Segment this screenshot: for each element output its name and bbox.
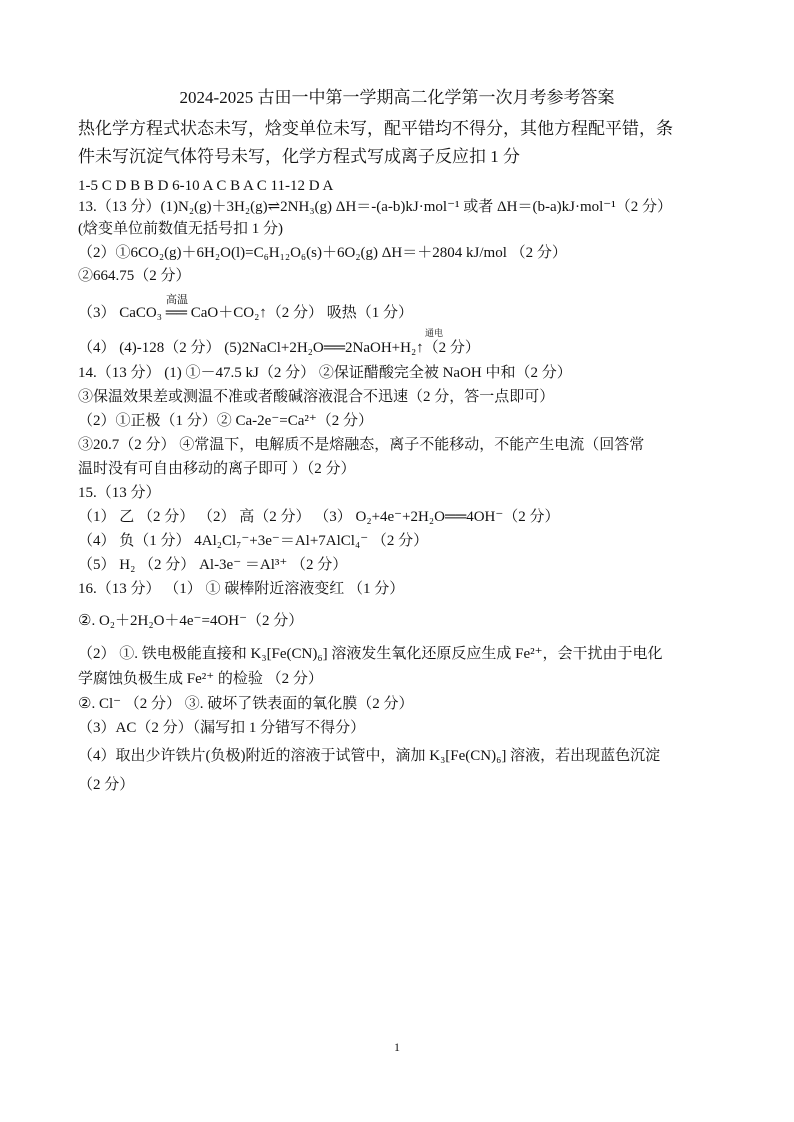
- answer-line-16: ②. O₂＋2H₂O＋4e⁻=4OH⁻（2 分）: [78, 613, 304, 629]
- answer-line-16-3: （3）AC（2 分）（漏写扣 1 分错写不得分）: [78, 720, 366, 736]
- answer-line: 温时没有可自由移动的离子即可 ）（2 分）: [78, 461, 356, 477]
- page-number: 1: [394, 1040, 400, 1054]
- answer-line-16-1: 16.（13 分） （1） ① 碳棒附近溶液变红 （1 分）: [78, 581, 405, 597]
- answer-line-16: ②. Cl⁻ （2 分） ③. 破坏了铁表面的氧化膜（2 分）: [78, 696, 414, 712]
- answer-line-15: （5） H₂ （2 分） Al-3e⁻ ＝Al³⁺ （2 分）: [78, 557, 348, 573]
- answer-line-14-1: 14.（13 分） (1) ①－47.5 kJ（2 分） ②保证醋酸完全被 NaOH 中和（2 分）: [78, 365, 572, 381]
- answer-line-16-2: （2） ①. 铁电极能直接和 K₃[Fe(CN)₆] 溶液发生氧化还原反应生成 Fe²⁺，会干扰由于电化: [78, 646, 663, 662]
- answer-line-13-1: 13.（13 分）(1)N₂(g)＋3H₂(g)⇌2NH₃(g) ΔH＝-(a-b)kJ·mol⁻¹ 或者 ΔH＝(b-a)kJ·mol⁻¹（2 分）: [78, 199, 672, 215]
- answer-line-15: （1） 乙 （2 分） （2） 高（2 分） （3） O₂+4e⁻+2H₂O══4OH⁻（2 分）: [78, 509, 560, 525]
- answer-line-13-2: （2）①6CO₂(g)＋6H₂O(l)=C₆H₁₂O₆(s)＋6O₂(g) ΔH＝＋2804 kJ/mol （2 分）: [78, 245, 567, 261]
- grading-rule-line: 热化学方程式状态未写，焓变单位未写，配平错均不得分，其他方程配平错，条: [78, 119, 673, 138]
- question-15-header: 15.（13 分）: [78, 485, 161, 501]
- answer-line-15: （4） 负（1 分） 4Al₂Cl₇⁻+3e⁻＝Al+7AlCl₄⁻ （2 分）: [78, 533, 429, 549]
- answer-line: 学腐蚀负极生成 Fe²⁺ 的检验 （2 分）: [78, 671, 323, 687]
- answer-line-13-3: （3） CaCO₃ ══ CaO＋CO₂↑（2 分） 吸热（1 分）: [78, 305, 414, 321]
- answer-line: ②664.75（2 分）: [78, 268, 191, 284]
- grading-rule-line: 件未写沉淀气体符号未写，化学方程式写成离子反应扣 1 分: [78, 147, 520, 166]
- answer-line: ③保温效果差或测温不准或者酸碱溶液混合不迅速（2 分，答一点即可）: [78, 389, 555, 405]
- answer-line: ③20.7（2 分） ④常温下，电解质不是熔融态，离子不能移动，不能产生电流（回答常: [78, 437, 645, 453]
- mc-answers: 1-5 C D B B D 6-10 A C B A C 11-12 D A: [78, 178, 334, 194]
- reaction-condition-label: 高温: [166, 294, 188, 306]
- answer-line: (焓变单位前数值无括号扣 1 分): [78, 221, 283, 237]
- answer-line: （2 分）: [78, 777, 135, 793]
- document-title: 2024-2025 古田一中第一学期高二化学第一次月考参考答案: [179, 88, 615, 107]
- answer-line-14-2: （2）①正极（1 分）② Ca-2e⁻=Ca²⁺（2 分）: [78, 413, 374, 429]
- answer-line-16-4: （4）取出少许铁片(负极)附近的溶液于试管中，滴加 K₃[Fe(CN)₆] 溶液，若出现蓝色沉淀: [78, 748, 661, 764]
- answer-line-13-4: （4） (4)-128（2 分） (5)2NaCl+2H₂O══2NaOH+H₂↑（2 分）: [78, 340, 480, 356]
- reaction-condition-label: 通电: [425, 328, 444, 338]
